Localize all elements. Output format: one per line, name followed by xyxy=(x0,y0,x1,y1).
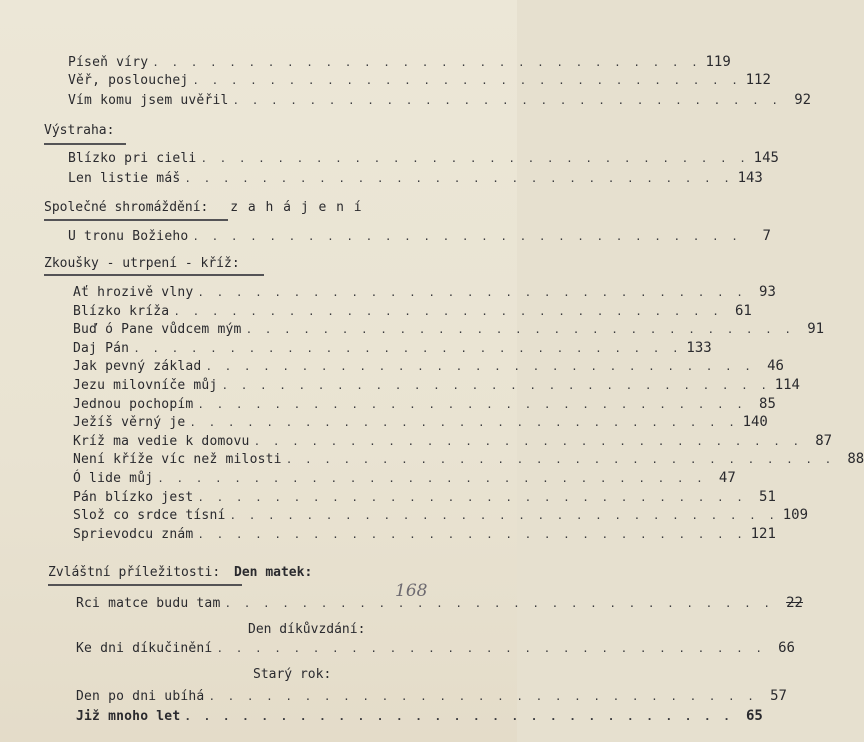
section-heading-text: Společné shromáždění: xyxy=(44,200,209,215)
entry-page: 133 xyxy=(686,339,712,356)
entry-page: 87 xyxy=(815,432,833,449)
entry-page: 119 xyxy=(705,54,731,70)
entry-title: Pán blízko jest xyxy=(73,489,194,505)
entry-page: 47 xyxy=(718,470,736,486)
dot-leader: . . . . . . . . . . . . . . . . . . . . . . . . . . . . . xyxy=(184,172,733,185)
entry-page: 51 xyxy=(759,488,776,505)
heading-underline xyxy=(44,219,228,221)
list-item xyxy=(76,687,787,705)
heading-underline xyxy=(44,274,264,276)
dot-leader: . . . . . . . . . . . . . . . . . . . . . . . . . . . . . xyxy=(232,94,782,107)
dot-leader: . . . . . . . . . . . . . . . . . . . . . . . . . . . . . xyxy=(197,286,746,299)
entry-title: Jezu milovníče můj xyxy=(73,378,218,393)
section-heading-text: Zvláštní příležitosti: xyxy=(48,565,221,580)
entry-title: Den po dni ubíhá xyxy=(76,689,205,704)
heading-underline xyxy=(44,143,126,145)
dot-leader: . . . . . . . . . . . . . . . . . . . . . . . . . . . . . xyxy=(197,490,746,504)
entry-title: Daj Pán xyxy=(73,340,130,356)
dot-leader: . . . . . . . . . . . . . . . . . . . . . . . . . . . . . xyxy=(197,397,746,411)
entry-title: Ó lide můj xyxy=(73,471,154,486)
dot-leader: . . . . . . . . . . . . . . . . . . . . . . . . . . . . . xyxy=(253,434,803,448)
entry-page: 65 xyxy=(746,708,763,724)
list-item xyxy=(68,149,779,167)
list-item xyxy=(76,639,795,657)
list-item xyxy=(73,283,776,301)
entry-page: 109 xyxy=(782,507,809,524)
section-heading xyxy=(48,563,312,583)
entry-title: Ke dni díkučinění xyxy=(76,641,213,656)
entry-title: Len listie máš xyxy=(68,171,181,186)
entry-title: U tronu Božieho xyxy=(68,229,189,244)
list-item xyxy=(73,302,752,320)
entry-page: 61 xyxy=(734,302,752,319)
entry-page: 92 xyxy=(794,92,812,108)
dot-leader: . . . . . . . . . . . . . . . . . . . . . . . . . . . . . xyxy=(133,341,682,355)
entry-page: 88 xyxy=(847,451,864,468)
dot-leader: . . . . . . . . . . . . . . . . . . . . . . . . . . . . . xyxy=(197,527,746,541)
entry-page: 145 xyxy=(753,150,779,166)
list-item xyxy=(68,53,731,71)
entry-page: 91 xyxy=(807,321,825,338)
entry-title: Buď ó Pane vůdcem mým xyxy=(73,322,242,338)
entry-page: 57 xyxy=(770,688,787,704)
section-heading xyxy=(44,198,363,218)
list-item xyxy=(73,413,768,431)
list-item xyxy=(73,395,776,413)
entry-title: Již mnoho let xyxy=(76,709,181,724)
entry-title: Blízko kríža xyxy=(73,303,170,319)
entry-title: Rci matce budu tam xyxy=(76,596,221,611)
entry-title: Vím komu jsem uvěřil xyxy=(68,93,229,108)
entry-page: 85 xyxy=(759,395,776,412)
entry-page: 93 xyxy=(759,284,776,300)
entry-title: Píseň víry xyxy=(68,55,149,70)
entry-title: Jednou pochopím xyxy=(73,396,194,412)
dot-leader: . . . . . . . . . . . . . . . . . . . . . . . . . . . . . xyxy=(285,453,835,467)
list-item xyxy=(73,339,712,357)
entry-title: Slož co srdce tísní xyxy=(73,508,226,524)
dot-leader: . . . . . . . . . . . . . . . . . . . . . . . . . . . . . xyxy=(208,690,757,703)
list-item xyxy=(73,488,776,506)
subsection-heading-stary-rok: Starý rok: xyxy=(253,667,332,682)
list-item xyxy=(73,506,809,524)
entry-page: 66 xyxy=(778,640,795,656)
dot-leader: . . . . . . . . . . . . . . . . . . . . . . . . . . . . . xyxy=(200,152,749,165)
entry-page: 140 xyxy=(742,414,768,431)
entry-title: Blízko pri cieli xyxy=(68,151,197,166)
subsection-heading-dikuvzdani: Den díkůvzdání: xyxy=(248,622,366,637)
entry-title: Ať hrozivě vlny xyxy=(73,285,194,300)
list-item xyxy=(68,91,812,109)
list-item xyxy=(73,320,825,338)
dot-leader: . . . . . . . . . . . . . . . . . . . . . . . . . . . . . xyxy=(152,56,701,69)
list-item xyxy=(73,357,784,375)
heading-underline xyxy=(48,584,242,586)
dot-leader: . . . . . . . . . . . . . . . . . . . . . . . . . . . . . xyxy=(245,323,795,337)
entry-page: 22 xyxy=(786,595,803,611)
list-item xyxy=(73,525,776,543)
dot-leader: . . . . . . . . . . . . . . . . . . . . . . . . . . . . . xyxy=(157,472,706,485)
list-item xyxy=(76,707,763,725)
list-item xyxy=(68,169,763,187)
dot-leader: . . . . . . . . . . . . . . . . . . . . . . . . . . . . . xyxy=(192,74,741,87)
list-item xyxy=(68,71,771,89)
entry-title: Věř, poslouchej xyxy=(68,73,189,88)
section-heading: Zkoušky - utrpení - kříž: xyxy=(44,256,240,271)
entry-page: 143 xyxy=(737,170,763,186)
list-item xyxy=(73,376,800,394)
dot-leader: . . . . . . . . . . . . . . . . . . . . . . . . . . . . . xyxy=(184,710,733,723)
dot-leader: . . . . . . . . . . . . . . . . . . . . . . . . . . . . . xyxy=(221,379,770,392)
entry-page: 114 xyxy=(774,377,800,393)
list-item xyxy=(73,469,736,487)
dot-leader: . . . . . . . . . . . . . . . . . . . . . . . . . . . . . xyxy=(192,230,741,243)
handwritten-page-number: 168 xyxy=(395,581,428,601)
list-item xyxy=(73,432,833,450)
subsection-heading-den-matek: Den matek: xyxy=(234,565,313,580)
entry-title: Není kříže víc než milosti xyxy=(73,452,282,468)
dot-leader: . . . . . . . . . . . . . . . . . . . . . . . . . . . . . xyxy=(224,597,773,610)
section-heading: Výstraha: xyxy=(44,123,115,138)
list-item xyxy=(68,227,771,245)
list-item xyxy=(76,594,803,612)
entry-page: 121 xyxy=(750,525,776,542)
entry-title: Ježíš věrný je xyxy=(73,415,186,431)
dot-leader: . . . . . . . . . . . . . . . . . . . . . . . . . . . . . xyxy=(229,509,779,523)
entry-page: 46 xyxy=(767,358,784,375)
section-subtitle: z a h á j e n í xyxy=(230,200,363,215)
entry-title: Kríž ma vedie k domovu xyxy=(73,433,250,449)
entry-title: Jak pevný základ xyxy=(73,359,202,375)
dot-leader: . . . . . . . . . . . . . . . . . . . . . . . . . . . . . xyxy=(173,304,722,318)
dot-leader: . . . . . . . . . . . . . . . . . . . . . . . . . . . . . xyxy=(189,416,738,430)
entry-title: Sprievodcu znám xyxy=(73,526,194,542)
entry-page: 112 xyxy=(745,72,771,88)
dot-leader: . . . . . . . . . . . . . . . . . . . . . . . . . . . . . xyxy=(216,642,765,655)
entry-page: 7 xyxy=(762,228,771,244)
dot-leader: . . . . . . . . . . . . . . . . . . . . . . . . . . . . . xyxy=(205,360,754,374)
list-item xyxy=(73,450,864,468)
